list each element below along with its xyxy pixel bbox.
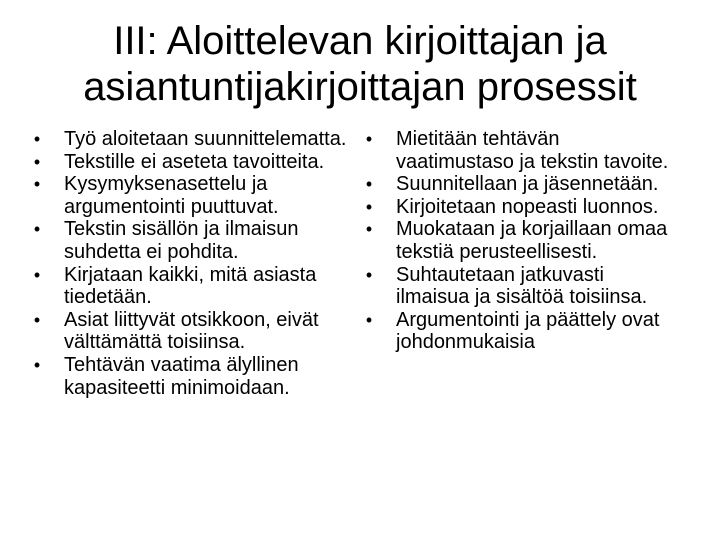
bullet-dot-icon: • — [365, 174, 373, 195]
list-item-text: Tekstille ei aseteta tavoitteita. — [64, 150, 325, 173]
bullet-dot-icon: • — [33, 129, 41, 149]
bullet-dot-icon: • — [33, 151, 41, 172]
bullet-dot-icon: • — [365, 129, 373, 149]
list-item-text: Suhtautetaan jatkuvasti ilmaisua ja sisältöä toisiinsa. — [396, 263, 648, 309]
list-item — [28, 151, 354, 174]
list-item — [28, 128, 354, 151]
list-item — [360, 196, 682, 219]
bullet-dot-icon: • — [365, 219, 373, 240]
list-item — [360, 218, 682, 263]
list-item — [360, 264, 682, 309]
list-item-text: Kirjoitetaan nopeasti luonnos. — [396, 195, 659, 218]
list-item-text: Suunnitellaan ja jäsennetään. — [396, 173, 659, 196]
slide-title — [20, 18, 700, 110]
list-item — [360, 309, 682, 354]
bullet-dot-icon: • — [33, 354, 41, 375]
bullet-dot-icon: • — [365, 264, 373, 285]
list-item-text: Työ aloitetaan suunnittelematta. — [64, 128, 347, 150]
list-item — [28, 173, 354, 218]
right-bullet-list — [360, 128, 682, 354]
list-item — [28, 264, 354, 309]
list-item-text: Mietitään tehtävän vaatimustaso ja tekstin tavoite. — [396, 128, 669, 173]
bullet-dot-icon: • — [33, 219, 41, 240]
list-item — [360, 173, 682, 196]
bullet-dot-icon: • — [365, 309, 373, 330]
list-item-text: Kirjataan kaikki, mitä asiasta tiedetään. — [64, 263, 317, 309]
slide-title-line-2: asiantuntijakirjoittajan prosessit — [83, 65, 637, 109]
list-item-text: Tehtävän vaatima älyllinen kapasiteetti minimoidaan. — [64, 353, 299, 399]
list-item-text: Asiat liittyvät otsikkoon, eivät välttämättä toisiinsa. — [64, 308, 319, 354]
bullet-dot-icon: • — [33, 309, 41, 330]
bullet-dot-icon: • — [365, 196, 373, 217]
bullet-dot-icon: • — [33, 264, 41, 285]
list-item-text: Tekstin sisällön ja ilmaisun suhdetta ei pohdita. — [64, 218, 299, 263]
list-item-text: Argumentointi ja päättely ovat johdonmukaisia — [396, 308, 660, 354]
left-bullet-list — [28, 128, 354, 399]
list-item — [28, 218, 354, 263]
slide-title-line-1: III: Aloittelevan kirjoittajan ja — [113, 19, 607, 63]
list-item-text: Kysymyksenasettelu ja argumentointi puuttuvat. — [64, 173, 279, 218]
list-item — [28, 354, 354, 399]
list-item — [28, 309, 354, 354]
list-item-text: Muokataan ja korjaillaan omaa tekstiä perusteellisesti. — [396, 218, 668, 263]
bullet-dot-icon: • — [33, 174, 41, 195]
list-item — [360, 128, 682, 173]
